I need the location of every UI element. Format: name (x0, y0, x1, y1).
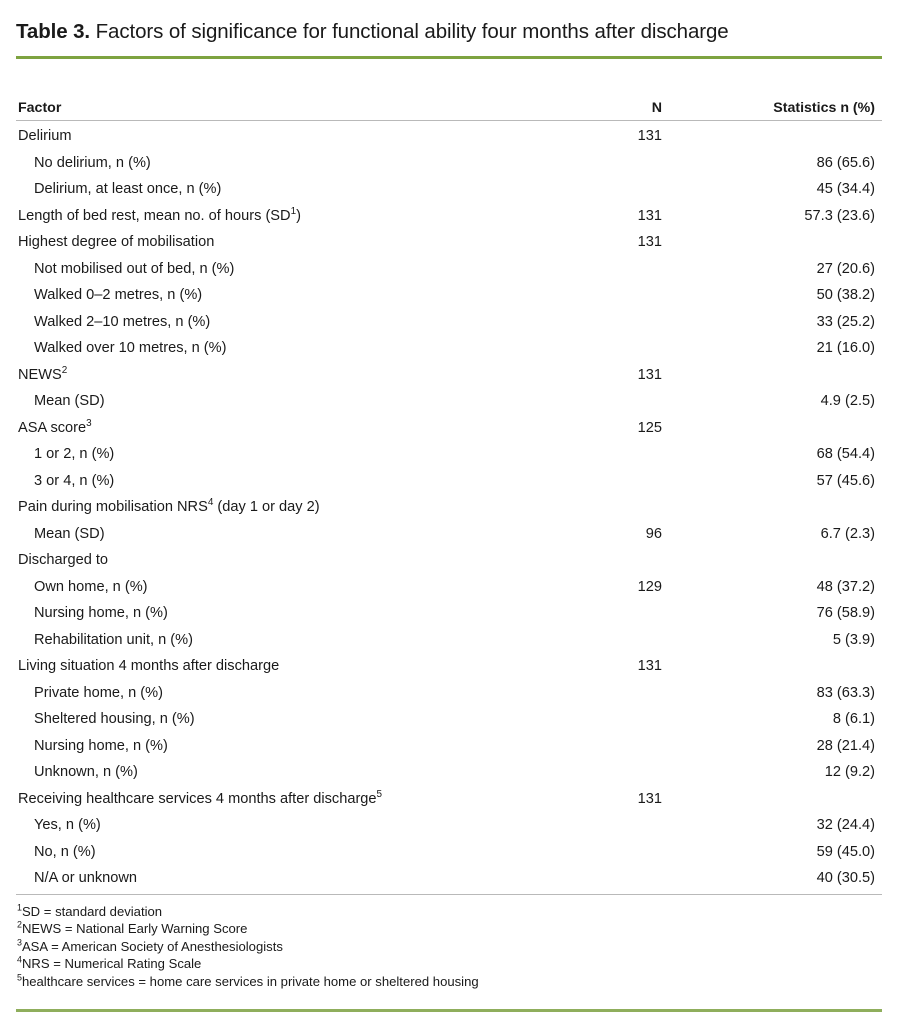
cell-factor (0, 494, 600, 521)
cell-statistics: 50 (38.2) (816, 287, 875, 303)
cell-factor (0, 627, 600, 654)
column-header-n: N (651, 100, 662, 116)
table-row (0, 282, 897, 309)
factor-label: Mean (SD) (34, 525, 105, 542)
cell-factor (0, 309, 600, 336)
cell-n (600, 256, 675, 283)
cell-statistics: 33 (25.2) (816, 313, 875, 330)
cell-factor (0, 759, 600, 786)
cell-factor (0, 256, 600, 283)
cell-statistics: 28 (21.4) (816, 737, 875, 754)
cell-n: 131 (637, 128, 662, 144)
cell-factor (0, 680, 600, 707)
cell-factor (0, 521, 600, 548)
cell-statistics: 76 (58.9) (816, 605, 875, 621)
factor-label: Walked 0–2 metres, n (%) (34, 287, 203, 303)
footnote-text: ASA = American Society of Anesthesiologists (21, 938, 283, 954)
table-row (0, 865, 897, 892)
cell-n (600, 176, 675, 203)
factor-label-suffix: (day 1 or day 2) (213, 499, 320, 515)
cell-n: 131 (637, 234, 662, 250)
table-number: Table 3. (16, 20, 91, 43)
table-header (0, 96, 897, 120)
factor-label: Length of bed rest, mean no. of hours (SD (18, 207, 291, 224)
cell-factor (0, 547, 600, 574)
table-row (0, 706, 897, 733)
cell-factor (0, 150, 600, 177)
factor-label: Unknown, n (%) (34, 764, 138, 780)
table-row (0, 203, 897, 230)
factor-label: 3 or 4, n (%) (34, 472, 115, 489)
cell-statistics: 21 (16.0) (816, 340, 875, 356)
cell-n (600, 706, 675, 733)
factor-label: NEWS (18, 366, 62, 383)
cell-factor (0, 865, 600, 892)
cell-factor (0, 388, 600, 415)
footnotes (17, 903, 877, 990)
footnote-divider-rule (16, 894, 882, 895)
table-row (0, 521, 897, 548)
table-row (0, 120, 897, 150)
table-row (0, 653, 897, 680)
footnote-item (17, 973, 877, 990)
cell-statistics (675, 786, 897, 813)
cell-n (600, 468, 675, 495)
factor-label: 1 or 2, n (%) (34, 446, 115, 462)
footnote-marker: 5 (376, 788, 383, 800)
cell-n: 131 (637, 366, 662, 383)
factor-label: Living situation 4 months after discharge (18, 658, 280, 674)
table-caption (16, 18, 876, 46)
table-row (0, 468, 897, 495)
cell-statistics: 83 (63.3) (816, 684, 875, 701)
factor-label: ASA score (18, 419, 87, 436)
factor-label: Pain during mobilisation NRS (18, 499, 208, 515)
footnote-marker: 2 (17, 920, 22, 931)
cell-factor (0, 203, 600, 230)
factor-label: Mean (SD) (34, 393, 105, 409)
cell-statistics: 8 (6.1) (832, 711, 875, 727)
table-row (0, 335, 897, 362)
cell-n (600, 865, 675, 892)
cell-statistics (675, 494, 897, 521)
cell-n (600, 335, 675, 362)
table-body (0, 120, 897, 892)
cell-statistics: 6.7 (2.3) (820, 525, 875, 542)
cell-factor (0, 120, 600, 150)
table-row (0, 759, 897, 786)
factor-label: Nursing home, n (%) (34, 737, 168, 754)
table-row (0, 494, 897, 521)
cell-factor (0, 600, 600, 627)
cell-n (600, 839, 675, 866)
cell-n (600, 547, 675, 574)
cell-factor (0, 282, 600, 309)
table-row (0, 786, 897, 813)
factor-label: Delirium (18, 128, 72, 144)
footnote-text: NEWS = National Early Warning Score (21, 921, 248, 937)
factor-label: Highest degree of mobilisation (18, 234, 215, 250)
cell-factor (0, 441, 600, 468)
cell-statistics: 4.9 (2.5) (820, 393, 875, 409)
factor-label-suffix: ) (296, 207, 301, 224)
cell-statistics: 5 (3.9) (832, 631, 875, 648)
table-row (0, 415, 897, 442)
table-row (0, 839, 897, 866)
cell-n (600, 388, 675, 415)
factor-label: Own home, n (%) (34, 578, 148, 595)
cell-factor (0, 468, 600, 495)
footnote-item (17, 920, 877, 937)
footnote-marker: 3 (86, 417, 92, 429)
footnote-marker: 1 (17, 902, 22, 913)
cell-factor (0, 706, 600, 733)
footnote-marker: 4 (17, 954, 22, 965)
table-caption-text: Factors of significance for functional ability four months after discharge (90, 20, 729, 43)
table-row (0, 733, 897, 760)
factor-label: Walked 2–10 metres, n (%) (34, 313, 211, 330)
factor-label: Discharged to (18, 552, 109, 568)
cell-factor (0, 574, 600, 601)
cell-statistics (675, 120, 897, 150)
cell-n: 125 (637, 419, 662, 436)
cell-n (600, 759, 675, 786)
cell-factor (0, 839, 600, 866)
top-green-rule (16, 56, 882, 59)
cell-statistics: 86 (65.6) (816, 154, 875, 171)
cell-factor (0, 653, 600, 680)
table-row (0, 680, 897, 707)
cell-statistics: 40 (30.5) (816, 870, 875, 886)
footnote-item (17, 955, 877, 972)
footnote-marker: 4 (207, 497, 214, 509)
table-row (0, 574, 897, 601)
table-row (0, 441, 897, 468)
cell-factor (0, 733, 600, 760)
cell-n (600, 150, 675, 177)
cell-statistics (675, 229, 897, 256)
factor-label: Rehabilitation unit, n (%) (34, 631, 193, 648)
footnote-text: healthcare services = home care services in private home or sheltered housing (21, 973, 479, 989)
table-row (0, 600, 897, 627)
table-row (0, 547, 897, 574)
footnote-item (17, 938, 877, 955)
factor-label: Not mobilised out of bed, n (%) (34, 260, 235, 277)
table-row (0, 229, 897, 256)
cell-n (600, 600, 675, 627)
table-row (0, 362, 897, 389)
cell-n (600, 309, 675, 336)
cell-n (600, 733, 675, 760)
cell-factor (0, 229, 600, 256)
cell-n: 131 (637, 658, 662, 674)
cell-statistics: 12 (9.2) (824, 764, 875, 780)
factor-label: Yes, n (%) (34, 817, 101, 833)
table-row (0, 256, 897, 283)
cell-factor (0, 415, 600, 442)
factor-label: No delirium, n (%) (34, 154, 151, 171)
bottom-green-rule (16, 1009, 882, 1012)
footnote-marker: 3 (17, 937, 22, 948)
cell-factor (0, 786, 600, 813)
cell-n: 131 (637, 207, 662, 224)
cell-statistics: 48 (37.2) (816, 578, 875, 595)
cell-n (600, 441, 675, 468)
cell-factor (0, 335, 600, 362)
cell-statistics (675, 547, 897, 574)
cell-n (600, 494, 675, 521)
footnote-text: SD = standard deviation (21, 904, 163, 919)
cell-statistics: 59 (45.0) (816, 843, 875, 860)
factor-label: Private home, n (%) (34, 684, 163, 701)
factors-table (0, 96, 897, 892)
cell-statistics: 32 (24.4) (816, 817, 875, 833)
cell-n: 96 (645, 525, 662, 542)
cell-n (600, 282, 675, 309)
cell-statistics (675, 653, 897, 680)
table-row (0, 150, 897, 177)
cell-statistics: 27 (20.6) (816, 260, 875, 277)
cell-n (600, 680, 675, 707)
cell-n (600, 627, 675, 654)
cell-statistics (675, 415, 897, 442)
table-row (0, 309, 897, 336)
cell-n (600, 812, 675, 839)
cell-n: 131 (637, 790, 662, 807)
cell-factor (0, 176, 600, 203)
cell-factor (0, 812, 600, 839)
column-header-factor: Factor (18, 100, 62, 116)
table-row (0, 812, 897, 839)
table-row (0, 176, 897, 203)
factor-label: Nursing home, n (%) (34, 605, 168, 621)
cell-statistics (675, 362, 897, 389)
factor-label: Receiving healthcare services 4 months after discharge (18, 790, 377, 807)
footnote-marker: 5 (17, 972, 22, 983)
footnote-marker: 2 (61, 364, 68, 376)
factor-label: Delirium, at least once, n (%) (34, 181, 222, 197)
cell-statistics: 57.3 (23.6) (804, 207, 875, 224)
factor-label: No, n (%) (34, 843, 96, 860)
cell-statistics: 57 (45.6) (816, 472, 875, 489)
table-header-row (0, 96, 897, 120)
factor-label: Walked over 10 metres, n (%) (34, 340, 227, 356)
factor-label: N/A or unknown (34, 870, 138, 886)
footnote-item (17, 903, 877, 920)
column-header-statistics: Statistics n (%) (773, 100, 875, 116)
cell-n: 129 (637, 578, 662, 595)
cell-factor (0, 362, 600, 389)
footnote-marker: 1 (290, 205, 297, 217)
factor-label: Sheltered housing, n (%) (34, 711, 195, 727)
table-row (0, 627, 897, 654)
footnote-text: NRS = Numerical Rating Scale (21, 956, 202, 972)
cell-statistics: 45 (34.4) (816, 181, 875, 197)
table-row (0, 388, 897, 415)
cell-statistics: 68 (54.4) (816, 446, 875, 462)
